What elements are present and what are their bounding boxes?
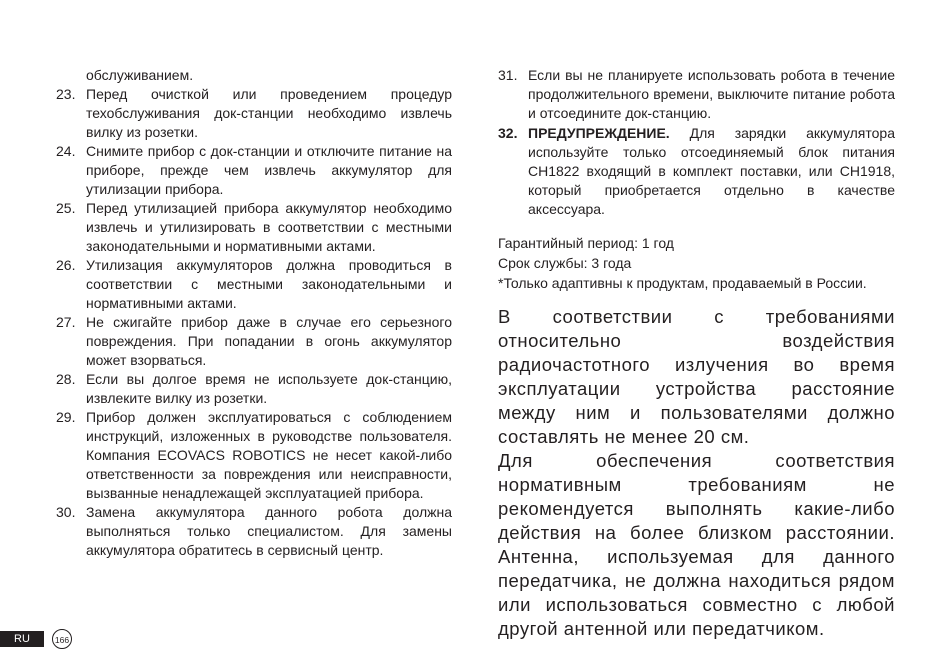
list-item-26 <box>56 256 452 313</box>
continuation-text: обслуживанием. <box>86 67 194 83</box>
service-life-text: Срок службы: 3 года <box>498 255 632 271</box>
list-item-29 <box>56 408 452 503</box>
item-number: 30. <box>56 504 76 520</box>
warranty-text: Гарантийный период: 1 год <box>498 235 674 251</box>
warning-label: ПРЕДУПРЕЖДЕНИЕ. <box>528 125 670 141</box>
item-text: Не сжигайте прибор даже в случае его серьезного повреждения. При попадании в огонь аккумулятор может взорваться. <box>86 314 452 368</box>
item-number: 32. <box>498 125 518 141</box>
item-number: 26. <box>56 257 76 273</box>
item-text: Замена аккумулятора данного робота должна выполняться только специалистом. Для замены аккумулятора обратитесь в сервисный центр. <box>86 504 452 558</box>
page-number-badge: 166 <box>52 629 72 649</box>
item-text: Перед очисткой или проведением процедур техобслуживания док-станции необходимо извлечь вилку из розетки. <box>86 86 452 140</box>
item-number: 27. <box>56 314 76 330</box>
adaptive-note: *Только адаптивны к продуктам, продаваемый в России. <box>498 275 867 291</box>
list-item-28 <box>56 370 452 408</box>
list-item-31 <box>498 66 895 123</box>
item-text: Если вы не планируете использовать робота в течение продолжительного времени, выключите питание робота и отсоедините док-станцию. <box>528 67 895 121</box>
item-number: 24. <box>56 143 76 159</box>
rf-paragraph-2: Для обеспечения соответствия нормативным требованиям не рекомендуется выполнять какие-либо действия на более близком расстоянии. Антенна, используемая для данного передатчика, не должна находиться рядом или использоваться совместно с любой другой антенной или передатчиком. <box>498 450 895 639</box>
list-item-25 <box>56 199 452 256</box>
list-item-30 <box>56 503 452 560</box>
list-item-23 <box>56 85 452 142</box>
item-text: Утилизация аккумуляторов должна проводиться в соответствии с местными законодательными и нормативными актами. <box>86 257 452 311</box>
language-tag: RU <box>0 631 44 647</box>
product-info <box>498 233 895 293</box>
item-number: 28. <box>56 371 76 387</box>
item-text: Перед утилизацией прибора аккумулятор необходимо извлечь и утилизировать в соответствии с местными законодательными и нормативными актами. <box>86 200 452 254</box>
item-text: Если вы долгое время не используете док-станцию, извлеките вилку из розетки. <box>86 371 452 406</box>
item-number: 23. <box>56 86 76 102</box>
right-column <box>498 66 895 641</box>
item-text: Прибор должен эксплуатироваться с соблюдением инструкций, изложенных в руководстве пользователя. Компания ECOVACS ROBOTICS не несет какой-либо ответственности за повреждения или неисправности, вызванные ненадлежащей эксплуатацией прибора. <box>86 409 452 501</box>
item-number: 25. <box>56 200 76 216</box>
right-list <box>498 66 895 219</box>
rf-exposure-statement <box>498 305 895 641</box>
rf-paragraph-1: В соответствии с требованиями относительно воздействия радиочастотного излучения во время эксплуатации устройства расстояние между ним и пользователями должно составлять не менее 20 см. <box>498 306 895 447</box>
item-text: Снимите прибор с док-станции и отключите питание на приборе, прежде чем извлечь аккумулятор для утилизации прибора. <box>86 143 452 197</box>
list-item-24 <box>56 142 452 199</box>
left-column <box>56 66 452 560</box>
item-number: 29. <box>56 409 76 425</box>
list-item-32 <box>498 124 895 219</box>
list-item-27 <box>56 313 452 370</box>
item-number: 31. <box>498 67 518 83</box>
item-text: Для зарядки аккумулятора используйте только отсоединяемый блок питания CH1822 входящий в комплект поставки, или CH1918, который приобретается отдельно в качестве аксессуара. <box>528 125 895 217</box>
